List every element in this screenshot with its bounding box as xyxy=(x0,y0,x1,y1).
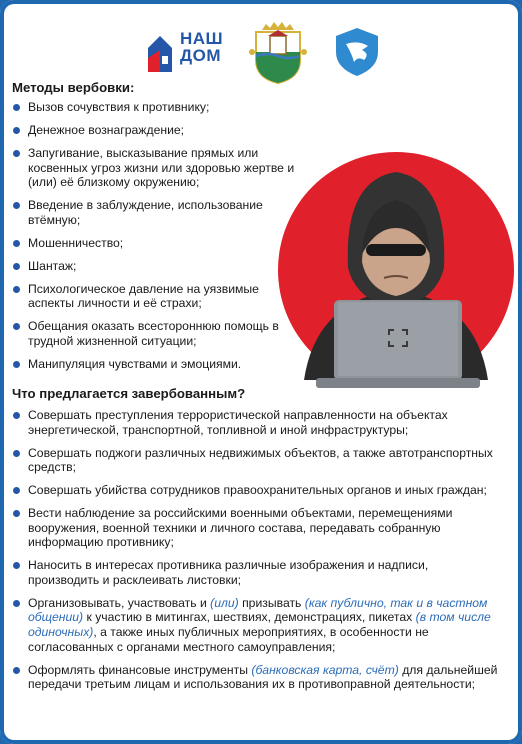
list-item: Введение в заблуждение, использование втёмную; xyxy=(12,198,302,227)
list-item: Совершать поджоги различных недвижимых объектов, а также автотранспортных средств; xyxy=(12,446,502,475)
list-item: Психологическое давление на уязвимые аспекты личности и её страхи; xyxy=(12,282,302,311)
list-item: Вызов сочувствия к противнику; xyxy=(12,100,302,115)
highlight-text: (как публично, так и в частном общении) xyxy=(28,595,488,625)
list-item: Совершать преступления террористической направленности на объектах энергетической, транспортной, топливной и иной инфраструктуры; xyxy=(12,408,502,437)
list-item: Совершать убийства сотрудников правоохранительных органов и иных граждан; xyxy=(12,483,502,498)
nash-dom-logo-icon xyxy=(146,32,174,74)
list-item: Запугивание, высказывание прямых или косвенных угроз жизни или здоровью жертве и (или) её близкому окружению; xyxy=(12,146,302,190)
city-crest-icon xyxy=(248,22,308,84)
list-item: Манипуляция чувствами и эмоциями. xyxy=(12,357,302,372)
list-item: Денежное вознаграждение; xyxy=(12,123,302,138)
highlight-text: (или) xyxy=(210,595,239,610)
hacker-illustration-icon xyxy=(276,150,516,390)
dove-shield-logo-icon xyxy=(332,26,382,78)
list-item: Организовывать, участвовать и (или) призывать (как публично, так и в частном общении) к участию в митингах, шествиях, демонстрациях, пикетах (в том числе одиночных), а также иных публичных мероприятиях, в особенности не согласованных с органами местного самоуправления; xyxy=(12,596,502,654)
recruitment-methods-list xyxy=(12,100,302,380)
list-item: Шантаж; xyxy=(12,259,302,274)
nash-dom-logo-text: НАШ ДОМ xyxy=(180,29,224,65)
list-item: Обещания оказать всестороннюю помощь в трудной жизненной ситуации; xyxy=(12,319,302,348)
offered-to-recruits-heading: Что предлагается завербованным? xyxy=(12,386,246,401)
highlight-text: (в том числе одиночных) xyxy=(28,610,491,640)
list-item: Оформлять финансовые инструменты (банковская карта, счёт) для дальнейшей передачи третьим лицам и использования их в противоправной деятельности; xyxy=(12,663,502,692)
list-item: Мошенничество; xyxy=(12,236,302,251)
offered-to-recruits-list xyxy=(12,408,502,700)
list-item: Вести наблюдение за российскими военными объектами, перемещениями вооружения, военной техники и личного состава, передавать собранную информацию противнику; xyxy=(12,506,502,550)
recruitment-methods-heading: Методы вербовки: xyxy=(12,80,135,95)
highlight-text: (банковская карта, счёт) xyxy=(251,662,399,677)
logo-bar xyxy=(0,14,522,80)
list-item: Наносить в интересах противника различные изображения и надписи, производить и расклеивать листовки; xyxy=(12,558,502,587)
